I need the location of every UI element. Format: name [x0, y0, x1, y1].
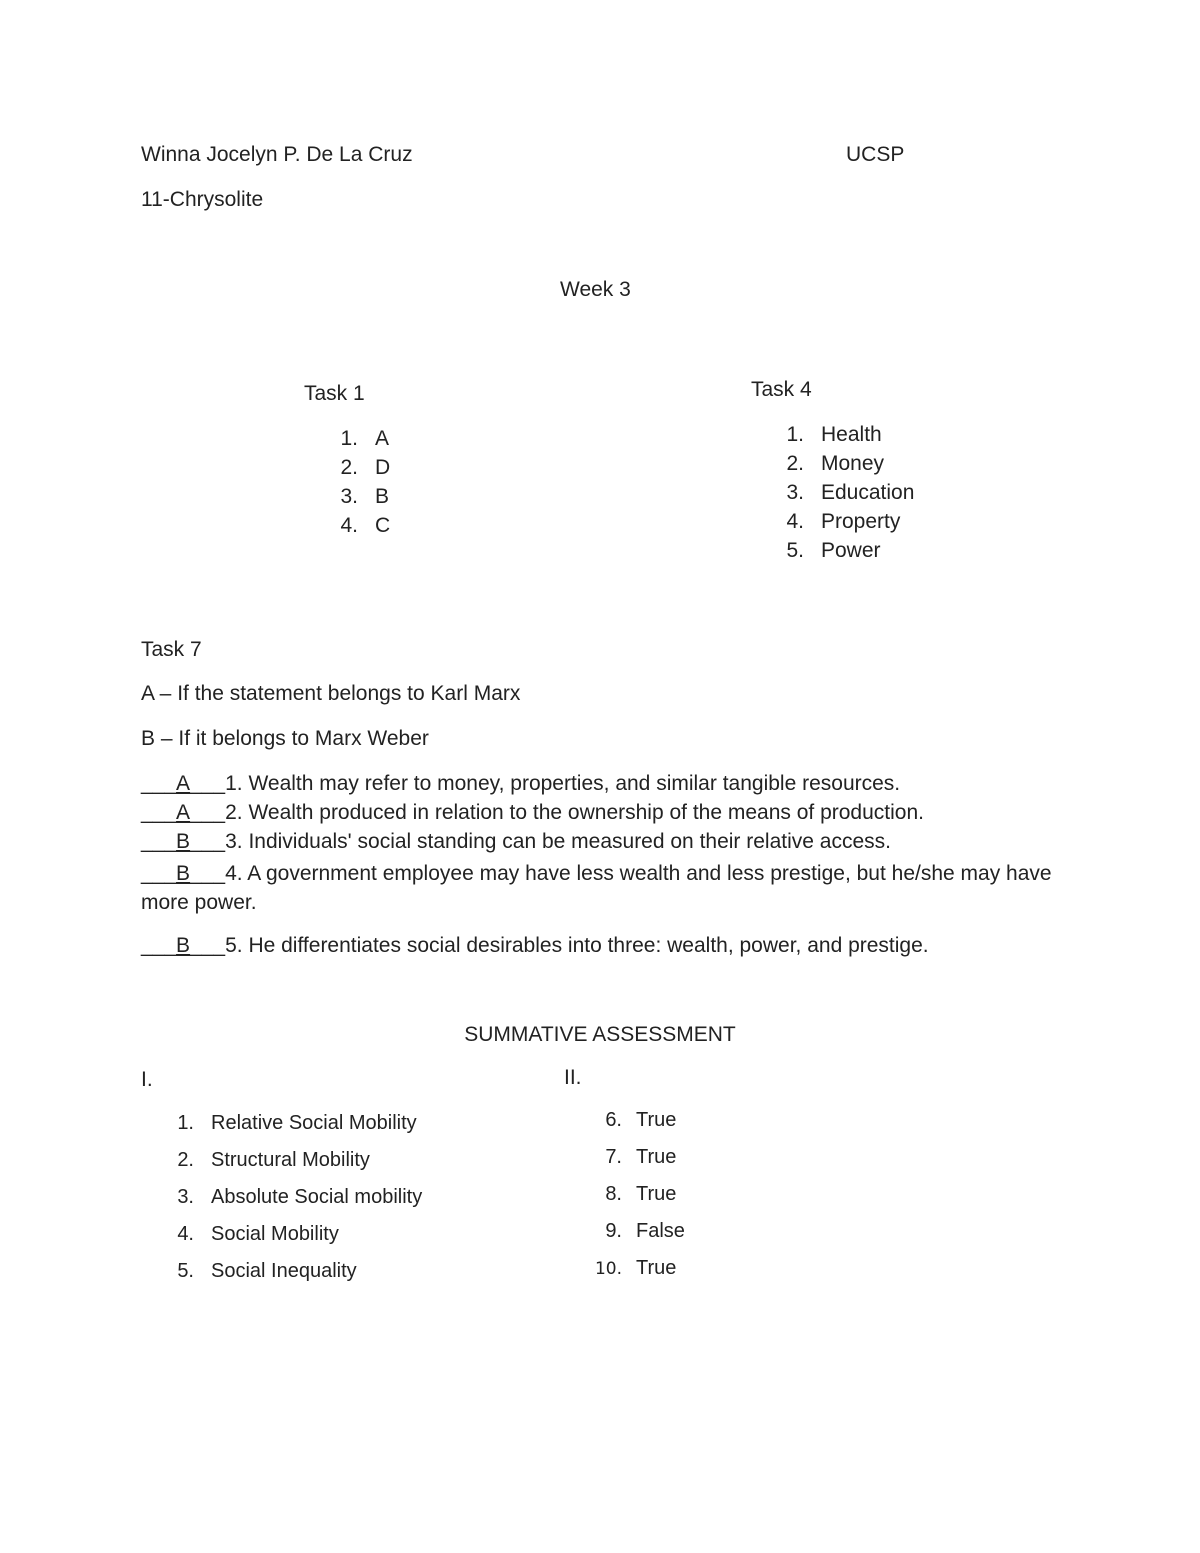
- task7-title: Task 7: [141, 638, 202, 661]
- list-text: False: [636, 1220, 685, 1242]
- list-number: 1.: [786, 423, 804, 446]
- list-number: 4.: [177, 1223, 194, 1245]
- list-number: 5.: [786, 539, 804, 562]
- answer-letter: B: [176, 830, 191, 853]
- list-number: 8.: [605, 1183, 622, 1205]
- task1-title: Task 1: [304, 382, 365, 405]
- task7-item: [141, 859, 1071, 917]
- list-text: True: [636, 1109, 677, 1131]
- list-text: Education: [821, 481, 915, 504]
- answer-blank: ___: [141, 934, 177, 957]
- list-text: True: [636, 1183, 677, 1205]
- answer-blank: ___: [141, 801, 177, 824]
- list-text: B: [375, 485, 390, 508]
- list-text: Power: [821, 539, 881, 562]
- list-number: 3.: [340, 485, 358, 508]
- answer-letter: B: [176, 934, 191, 957]
- list-text: C: [375, 514, 391, 537]
- student-name: Winna Jocelyn P. De La Cruz: [141, 143, 413, 166]
- list-text: Health: [821, 423, 882, 446]
- list-text: A: [375, 427, 390, 450]
- list-number: 6.: [605, 1109, 622, 1131]
- list-number: 1.: [340, 427, 358, 450]
- answer-letter: A: [176, 772, 191, 795]
- task7-item: [141, 772, 900, 796]
- part1-label: I.: [141, 1068, 153, 1091]
- list-number: 1.: [177, 1112, 194, 1134]
- task7-item: [141, 830, 891, 854]
- answer-blank: ___: [141, 830, 177, 853]
- answer-letter: A: [176, 801, 191, 824]
- answer-blank: ___: [141, 862, 177, 885]
- task7-legend-a: A – If the statement belongs to Karl Marx: [141, 682, 521, 705]
- summative-title: SUMMATIVE ASSESSMENT: [464, 1023, 736, 1046]
- part2-label: II.: [564, 1066, 582, 1089]
- section-label: 11-Chrysolite: [141, 188, 264, 211]
- list-text: Relative Social Mobility: [211, 1112, 417, 1134]
- list-number: 7.: [605, 1146, 622, 1168]
- list-number: 2.: [340, 456, 358, 479]
- task7-item: [141, 934, 929, 958]
- statement-text: ___1. Wealth may refer to money, properties, and similar tangible resources.: [190, 772, 901, 795]
- statement-text: ___3. Individuals' social standing can be measured on their relative access.: [190, 830, 891, 853]
- list-text: D: [375, 456, 391, 479]
- list-number: 4.: [340, 514, 358, 537]
- answer-letter: B: [176, 862, 191, 885]
- list-number: 9.: [605, 1220, 622, 1242]
- list-text: True: [636, 1257, 677, 1279]
- list-text: True: [636, 1146, 677, 1168]
- list-number: 2.: [177, 1149, 194, 1171]
- list-text: Absolute Social mobility: [211, 1186, 423, 1208]
- task7-legend-b: B – If it belongs to Marx Weber: [141, 727, 429, 750]
- week-title: Week 3: [560, 278, 631, 301]
- list-text: Social Mobility: [211, 1223, 339, 1245]
- list-number: 4.: [786, 510, 804, 533]
- list-text: Structural Mobility: [211, 1149, 370, 1171]
- answer-blank: ___: [141, 772, 177, 795]
- list-number: 3.: [177, 1186, 194, 1208]
- statement-text: ___4. A government employee may have less wealth and less prestige, but he/she may have more power.: [141, 862, 1052, 914]
- statement-text: ___2. Wealth produced in relation to the ownership of the means of production.: [190, 801, 924, 824]
- list-number: 10.: [594, 1259, 622, 1279]
- subject-label: UCSP: [846, 143, 905, 166]
- task4-title: Task 4: [751, 378, 812, 401]
- list-number: 2.: [786, 452, 804, 475]
- list-text: Property: [821, 510, 901, 533]
- list-number: 5.: [177, 1260, 194, 1282]
- list-number: 3.: [786, 481, 804, 504]
- list-text: Social Inequality: [211, 1260, 357, 1282]
- list-text: Money: [821, 452, 885, 475]
- task7-item: [141, 801, 924, 825]
- statement-text: ___5. He differentiates social desirables into three: wealth, power, and prestige.: [190, 934, 929, 957]
